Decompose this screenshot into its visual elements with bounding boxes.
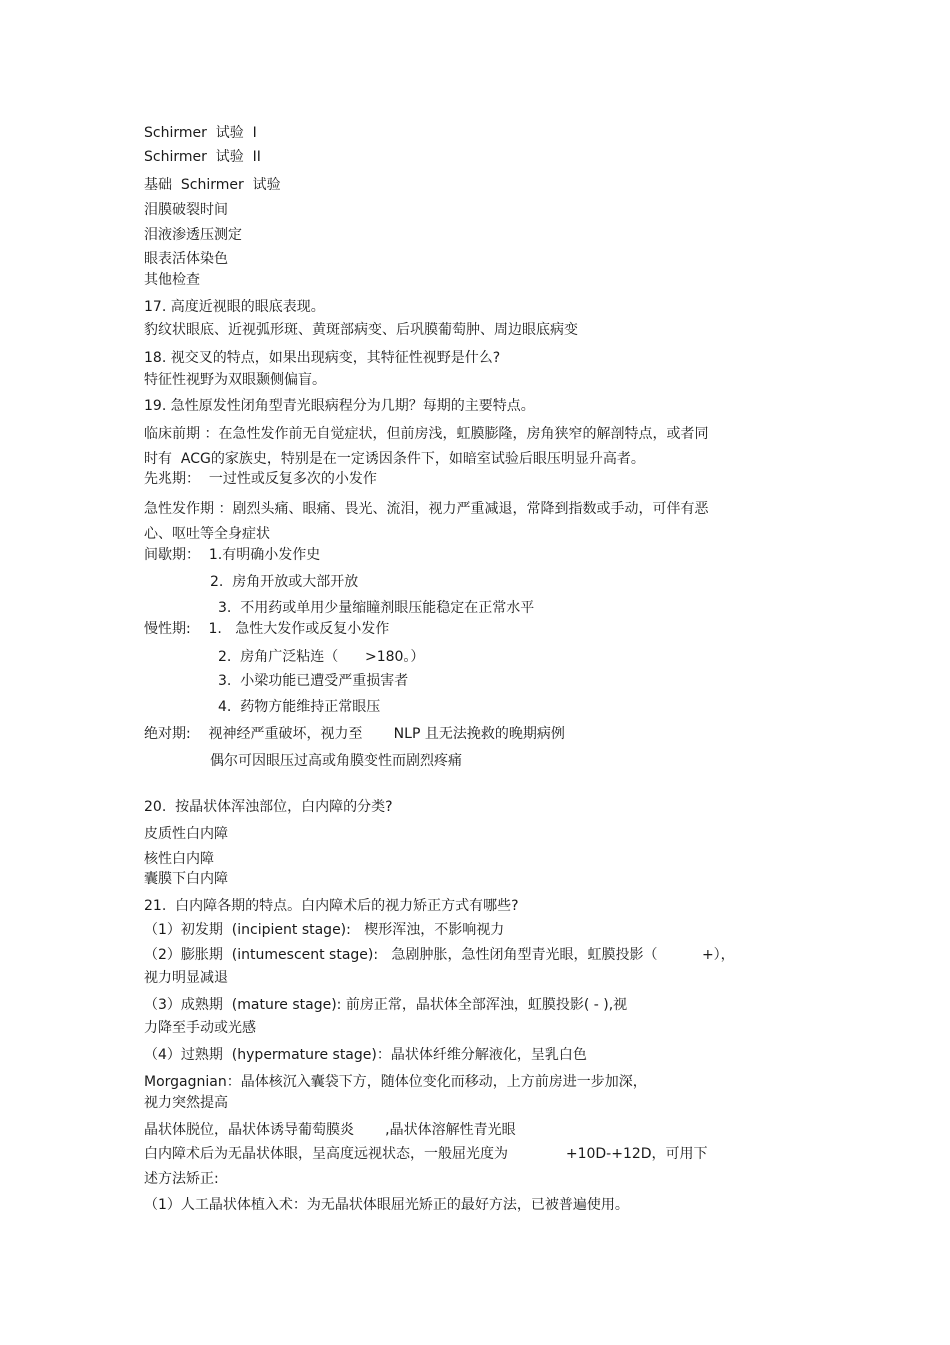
question-heading: 20. 按晶状体浑浊部位，白内障的分类? bbox=[144, 799, 393, 815]
text-line: （1）初发期 (incipient stage): 楔形浑浊，不影响视力 bbox=[144, 922, 505, 938]
text-line: 囊膜下白内障 bbox=[144, 871, 228, 887]
text-line: 间歇期： 1.有明确小发作史 bbox=[144, 547, 321, 563]
text-line: 泪液渗透压测定 bbox=[144, 227, 242, 243]
text-line: （3）成熟期 (mature stage): 前房正常，晶状体全部浑浊，虹膜投影( - ),视 bbox=[144, 997, 628, 1013]
text-line: 力降至手动或光感 bbox=[144, 1020, 256, 1036]
text-line: 晶状体脱位，晶状体诱导葡萄膜炎 ,晶状体溶解性青光眼 bbox=[144, 1122, 516, 1138]
text-line: Morgagnian：晶体核沉入囊袋下方，随体位变化而移动，上方前房进一步加深， bbox=[144, 1074, 647, 1090]
text-line: （2）膨胀期 (intumescent stage): 急剧肿胀，急性闭角型青光眼，虹膜投影（ +）， bbox=[144, 947, 735, 963]
question-heading: 19. 急性原发性闭角型青光眼病程分为几期？每期的主要特点。 bbox=[144, 398, 535, 414]
text-line: 心、呕吐等全身症状 bbox=[144, 526, 270, 542]
text-line: 豹纹状眼底、近视弧形斑、黄斑部病变、后巩膜葡萄肿、周边眼底病变 bbox=[144, 322, 578, 338]
text-line: 偶尔可因眼压过高或角膜变性而剧烈疼痛 bbox=[210, 753, 462, 769]
text-line: 先兆期： 一过性或反复多次的小发作 bbox=[144, 471, 377, 487]
text-line: 眼表活体染色 bbox=[144, 251, 228, 267]
question-heading: 18. 视交叉的特点，如果出现病变，其特征性视野是什么? bbox=[144, 350, 501, 366]
text-line: （4）过熟期 (hypermature stage)：晶状体纤维分解液化，呈乳白色 bbox=[144, 1047, 587, 1063]
text-line: 2. 房角开放或大部开放 bbox=[210, 574, 359, 590]
text-line: 视力明显减退 bbox=[144, 970, 228, 986]
text-line: 基础 Schirmer 试验 bbox=[144, 177, 281, 193]
text-line: 3. 小梁功能已遭受严重损害者 bbox=[218, 673, 409, 689]
question-heading: 21. 白内障各期的特点。白内障术后的视力矫正方式有哪些? bbox=[144, 898, 519, 914]
text-line: 述方法矫正: bbox=[144, 1171, 219, 1187]
text-line: 特征性视野为双眼颞侧偏盲。 bbox=[144, 372, 326, 388]
question-heading: 17. 高度近视眼的眼底表现。 bbox=[144, 299, 325, 315]
text-line: 慢性期: 1. 急性大发作或反复小发作 bbox=[144, 621, 390, 637]
text-line: 皮质性白内障 bbox=[144, 826, 228, 842]
text-line: 核性白内障 bbox=[144, 851, 214, 867]
text-line: 时有 ACG的家族史，特别是在一定诱因条件下，如暗室试验后眼压明显升高者。 bbox=[144, 451, 645, 467]
text-line: 2. 房角广泛粘连（ >180。） bbox=[218, 649, 425, 665]
text-line: Schirmer 试验 II bbox=[144, 149, 261, 165]
text-line: 白内障术后为无晶状体眼，呈高度远视状态，一般屈光度为 +10D-+12D，可用下 bbox=[144, 1146, 708, 1162]
text-line: 3. 不用药或单用少量缩瞳剂眼压能稳定在正常水平 bbox=[218, 600, 535, 616]
text-line: 临床前期 ：在急性发作前无自觉症状，但前房浅，虹膜膨隆，房角狭窄的解剖特点，或者同 bbox=[144, 426, 709, 442]
text-line: 其他检查 bbox=[144, 272, 200, 288]
text-line: （1）人工晶状体植入术：为无晶状体眼屈光矫正的最好方法，已被普遍使用。 bbox=[144, 1197, 629, 1213]
text-line: 视力突然提高 bbox=[144, 1095, 228, 1111]
text-line: 急性发作期 ：剧烈头痛、眼痛、畏光、流泪，视力严重减退，常降到指数或手动，可伴有恶 bbox=[144, 501, 709, 517]
text-line: 4. 药物方能维持正常眼压 bbox=[218, 699, 381, 715]
text-line: Schirmer 试验 I bbox=[144, 125, 257, 141]
text-line: 泪膜破裂时间 bbox=[144, 202, 228, 218]
text-line: 绝对期: 视神经严重破坏，视力至 NLP 且无法挽救的晚期病例 bbox=[144, 726, 565, 742]
